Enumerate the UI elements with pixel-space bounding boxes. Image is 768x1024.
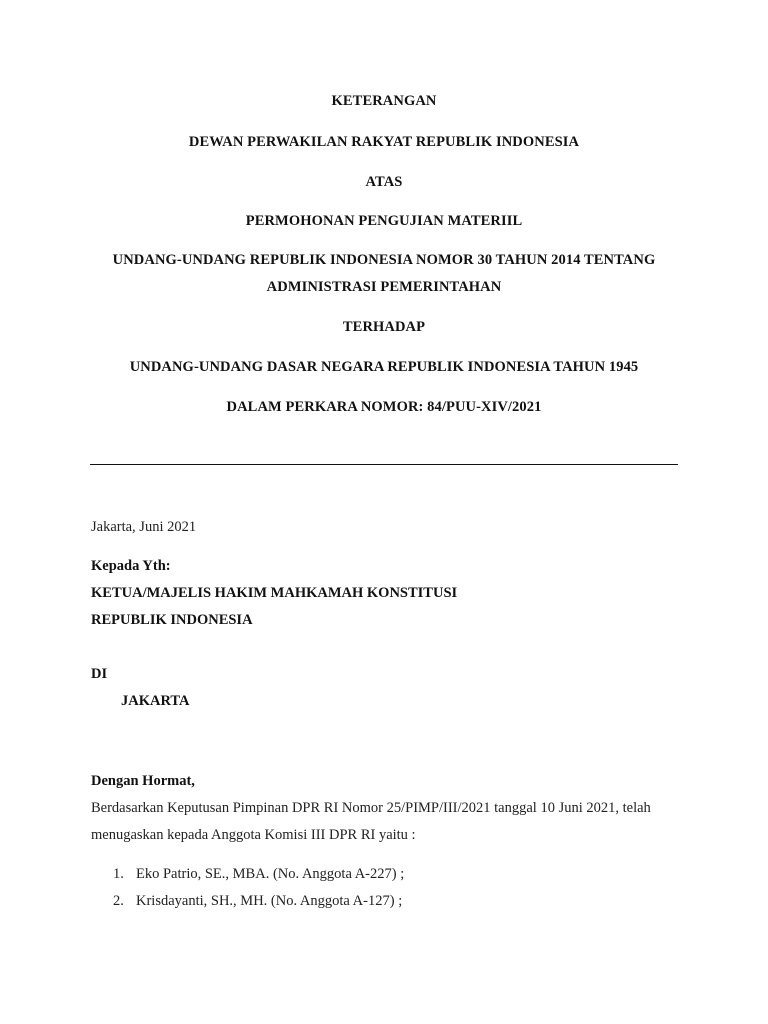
place-date: Jakarta, Juni 2021 <box>91 519 197 535</box>
horizontal-divider <box>90 464 678 465</box>
heading-terhadap: TERHADAP <box>342 319 426 335</box>
heading-permohonan: PERMOHONAN PENGUJIAN MATERIIL <box>245 213 523 229</box>
heading-keterangan: KETERANGAN <box>331 93 437 109</box>
list-item-number: 2. <box>113 893 124 909</box>
heading-perkara: DALAM PERKARA NOMOR: 84/PUU-XIV/2021 <box>226 399 542 415</box>
body-line2: menugaskan kepada Anggota Komisi III DPR RI yaitu : <box>91 827 416 843</box>
recipient-di: DI <box>91 666 108 682</box>
salutation: Dengan Hormat, <box>91 773 195 789</box>
heading-uud-1945: UNDANG-UNDANG DASAR NEGARA REPUBLIK INDONESIA TAHUN 1945 <box>129 359 639 375</box>
to-label: Kepada Yth: <box>91 558 171 574</box>
list-item-number: 1. <box>113 866 124 882</box>
list-item-text: Krisdayanti, SH., MH. (No. Anggota A-127) ; <box>136 893 403 909</box>
heading-dpr: DEWAN PERWAKILAN RAKYAT REPUBLIK INDONESIA <box>188 134 580 150</box>
body-line1: Berdasarkan Keputusan Pimpinan DPR RI Nomor 25/PIMP/III/2021 tanggal 10 Juni 2021, telah <box>91 800 651 816</box>
list-item-text: Eko Patrio, SE., MBA. (No. Anggota A-227) ; <box>136 866 405 882</box>
heading-undang-undang-line1: UNDANG-UNDANG REPUBLIK INDONESIA NOMOR 30 TAHUN 2014 TENTANG <box>112 252 656 268</box>
recipient-line1: KETUA/MAJELIS HAKIM MAHKAMAH KONSTITUSI <box>91 585 458 601</box>
heading-atas: ATAS <box>365 174 403 190</box>
recipient-line2: REPUBLIK INDONESIA <box>91 612 253 628</box>
heading-undang-undang-line2: ADMINISTRASI PEMERINTAHAN <box>266 279 502 295</box>
recipient-city: JAKARTA <box>121 693 190 709</box>
